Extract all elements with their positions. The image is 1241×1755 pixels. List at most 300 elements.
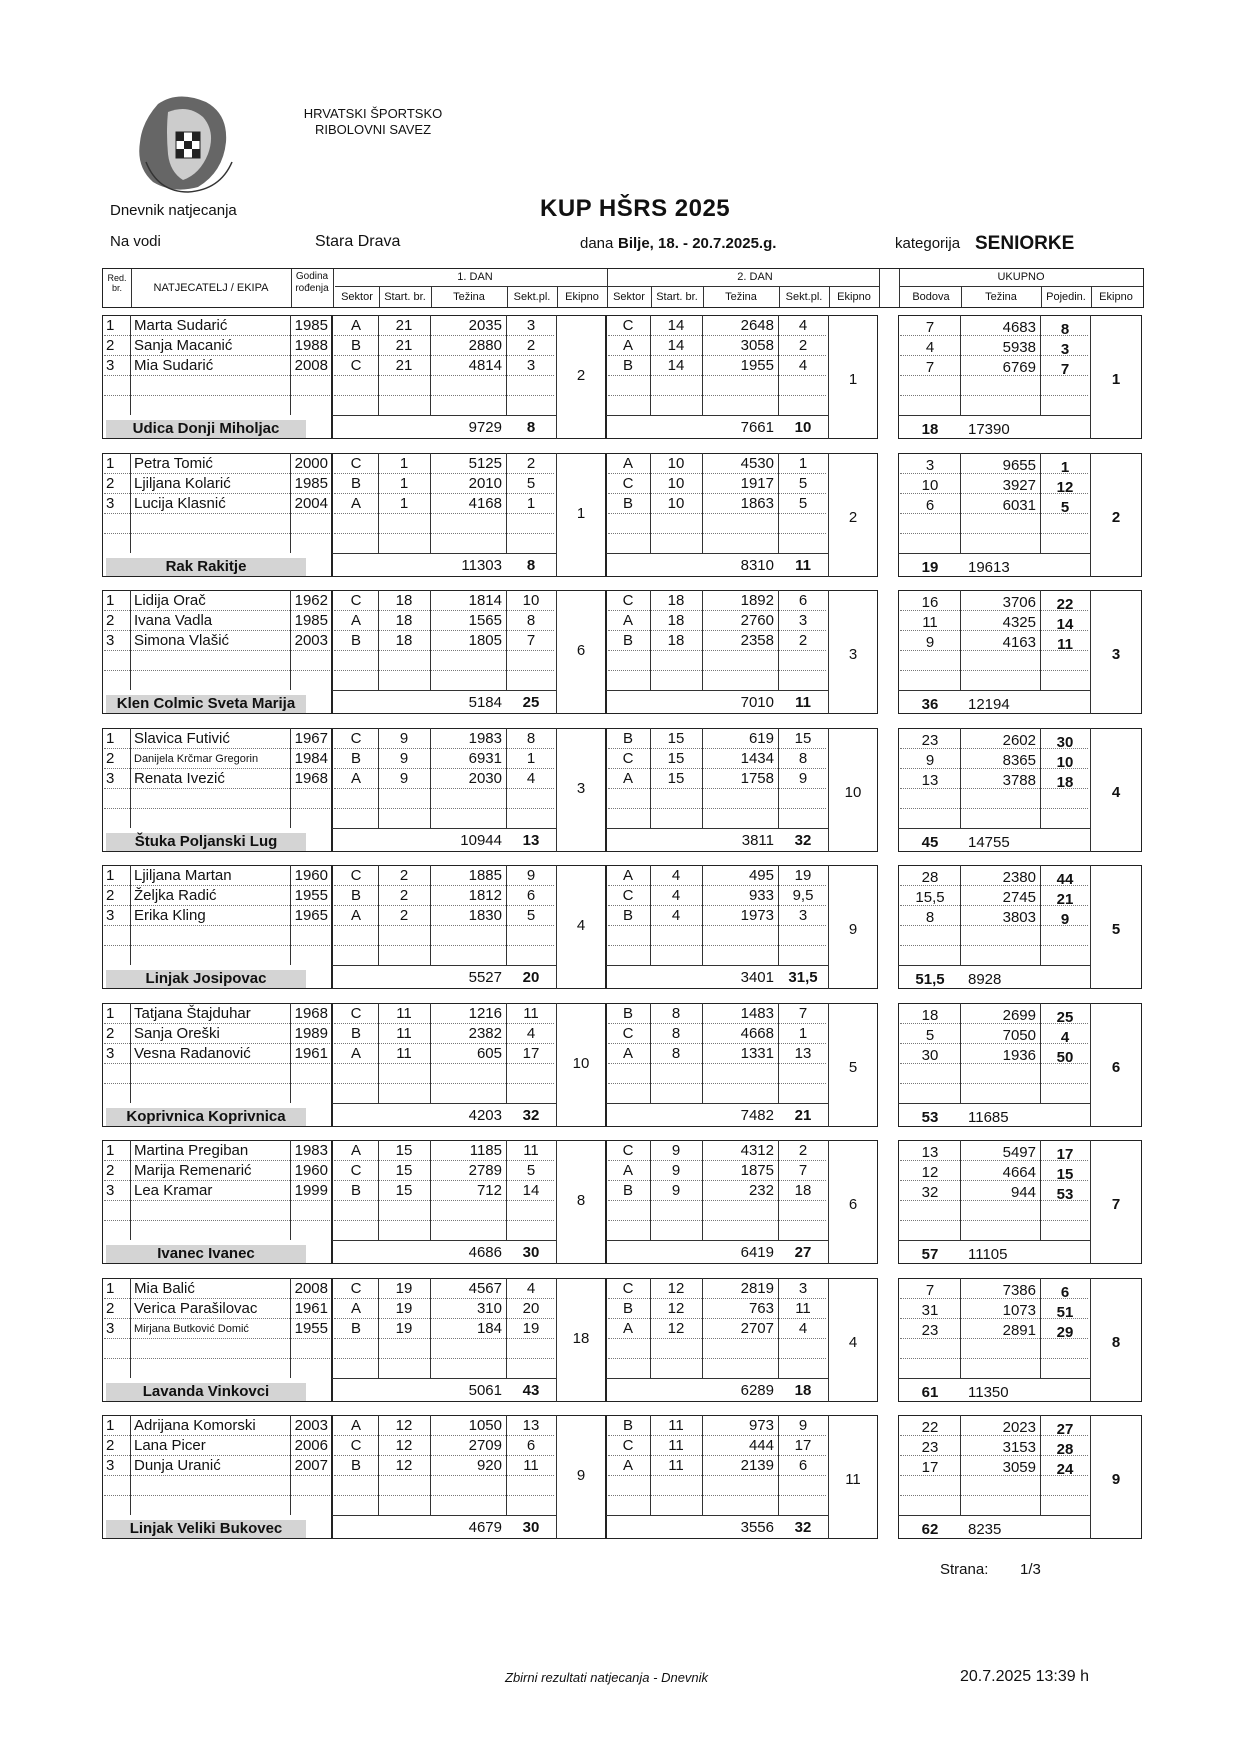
d1-place: 11 [523,1142,539,1159]
d1-sector: A [350,495,361,512]
member-born: 2007 [294,1457,328,1474]
total-points: 11 [922,614,938,631]
sum-points: 62 [921,1521,939,1538]
sum-line [606,1378,828,1379]
d2-start: 18 [667,612,685,629]
d2-weight: 3058 [740,337,774,354]
row-line [104,945,330,946]
individual-place: 5 [1060,499,1070,516]
d1-start: 12 [395,1457,413,1474]
d1-sum-weight: 10944 [460,832,502,849]
d1-place: 3 [526,317,536,334]
d1-sum-weight: 4203 [468,1107,502,1124]
member-name: Tatjana Štajduhar [134,1005,251,1022]
d1-weight: 1830 [468,907,502,924]
row-line [334,808,554,809]
team-name: Lavanda Vinkovci [106,1383,306,1401]
member-born: 1961 [294,1045,328,1062]
sum-points: 57 [921,1246,939,1263]
total-points: 18 [921,1007,939,1024]
d1-sector: C [350,357,362,374]
member-rank: 3 [106,495,115,512]
member-born: 2006 [294,1437,328,1454]
page-number: 1/3 [1020,1561,1041,1578]
d2-team-place: 11 [845,1471,861,1488]
d1-team-place: 3 [576,780,586,797]
row-line [104,1298,330,1299]
d1-place: 8 [526,612,536,629]
d1-weight: 2035 [468,317,502,334]
sum-line [898,1103,1090,1104]
org-line1: HRVATSKI ŠPORTSKO [303,106,443,121]
d2-sector: A [622,1162,633,1179]
row-line [104,788,330,789]
total-weight: 6031 [1002,497,1036,514]
d1-weight: 2880 [468,337,502,354]
row-line [104,650,330,651]
individual-place: 3 [1060,341,1070,358]
team-block [102,865,1142,989]
sum-line [332,415,556,416]
row-line [104,1455,330,1456]
sum-line [332,690,556,691]
row-line [104,768,330,769]
d1-team-place: 8 [576,1192,586,1209]
row-line [104,1043,330,1044]
row-line [334,610,554,611]
d1-start: 11 [396,1045,412,1062]
d2-sector: C [622,592,634,609]
row-line [104,1475,330,1476]
member-rank: 3 [106,1182,115,1199]
total-weight: 8365 [1002,752,1036,769]
total-weight: 6769 [1002,359,1036,376]
final-team-place: 3 [1111,646,1121,663]
member-rank: 1 [106,592,115,609]
sum-line [606,1515,828,1516]
team-block [102,1003,1142,1127]
d1-place: 4 [526,1280,536,1297]
sum-line [898,690,1090,691]
d2-start: 8 [671,1045,681,1062]
d1-sum-place: 32 [522,1107,540,1124]
d2-sector: C [622,317,634,334]
d2-place: 7 [798,1005,808,1022]
d1-place: 1 [526,495,536,512]
d1-place: 17 [522,1045,540,1062]
final-team-place: 8 [1111,1334,1121,1351]
individual-place: 18 [1056,774,1074,791]
member-name: Sanja Macanić [134,337,233,354]
d2-place: 2 [798,337,808,354]
d2-sector: A [622,1045,633,1062]
team-name: Klen Colmic Sveta Marija [106,695,306,713]
d1-sector: A [350,770,361,787]
d1-weight: 2030 [468,770,502,787]
d2-weight: 1892 [740,592,774,609]
d2-start: 9 [671,1142,681,1159]
member-born: 1985 [294,475,328,492]
d2-sum-place: 18 [794,1382,812,1399]
d2-weight: 4312 [740,1142,774,1159]
member-rank: 1 [106,730,115,747]
grid-line [130,315,131,415]
d2-place: 4 [798,317,808,334]
d1-place: 7 [526,632,536,649]
total-weight: 2699 [1002,1007,1036,1024]
d1-place: 2 [526,337,536,354]
col-rank: Red. br. [107,273,127,293]
d1-sum-weight: 4686 [468,1244,502,1261]
d1-sector: C [350,1162,362,1179]
individual-place: 1 [1060,459,1070,476]
d1-sector: C [350,730,362,747]
d2-team-place: 9 [848,921,858,938]
d2-team-place: 4 [848,1334,858,1351]
member-born: 1967 [294,730,328,747]
d2-weight: 763 [748,1300,774,1317]
member-born: 1955 [294,1320,328,1337]
total-points: 7 [925,359,935,376]
team-name: Linjak Josipovac [106,970,306,988]
d1-sum-place: 43 [522,1382,540,1399]
d2-place: 1 [798,1025,808,1042]
d2-place: 9 [798,1417,808,1434]
d2-weight: 2707 [740,1320,774,1337]
sum-line [606,1240,828,1241]
d1-sum-place: 20 [522,969,540,986]
individual-place: 25 [1056,1009,1074,1026]
row-line [334,1043,554,1044]
d2-place: 8 [798,750,808,767]
sum-line [332,1515,556,1516]
col-d1-place: Sekt.pl. [513,291,551,303]
member-born: 1999 [294,1182,328,1199]
member-born: 2008 [294,357,328,374]
water-label: Na vodi [110,233,161,250]
member-born: 1984 [294,750,328,767]
d2-start: 15 [667,750,685,767]
total-points: 13 [921,772,939,789]
row-line [608,355,826,356]
row-line [104,885,330,886]
sum-line [898,1378,1090,1379]
d2-weight: 1483 [740,1005,774,1022]
d1-sum-place: 8 [526,419,536,436]
row-line [608,788,826,789]
d2-weight: 933 [748,887,774,904]
member-rank: 1 [106,317,115,334]
total-points: 22 [921,1419,939,1436]
row-line [608,1063,826,1064]
member-rank: 3 [106,1320,115,1337]
d2-start: 9 [671,1162,681,1179]
row-line [900,808,1088,809]
row-line [608,885,826,886]
d1-sum-place: 25 [522,694,540,711]
row-line [608,808,826,809]
member-name: Željka Radić [134,887,217,904]
member-born: 1962 [294,592,328,609]
team-name: Linjak Veliki Bukovec [106,1520,306,1538]
d2-sum-place: 31,5 [788,969,818,986]
d1-sector: B [350,1182,361,1199]
final-team-place: 4 [1111,784,1121,801]
d1-start: 9 [399,750,409,767]
row-line [334,1220,554,1221]
d2-start: 10 [667,475,685,492]
d2-sector: A [622,455,633,472]
d1-weight: 6931 [468,750,502,767]
row-line [608,610,826,611]
sum-line [606,965,828,966]
row-line [608,768,826,769]
d2-sector: C [622,1142,634,1159]
d1-weight: 2382 [468,1025,502,1042]
row-line [608,1455,826,1456]
d1-sector: A [350,907,361,924]
d1-sector: B [350,475,361,492]
d2-start: 15 [667,770,685,787]
d2-sector: A [622,770,633,787]
member-rank: 3 [106,357,115,374]
total-weight: 5497 [1002,1144,1036,1161]
row-line [608,533,826,534]
d2-sum-place: 11 [795,694,811,711]
row-line [334,1475,554,1476]
member-name: Dunja Uranić [134,1457,221,1474]
d2-start: 9 [671,1182,681,1199]
d2-weight: 2760 [740,612,774,629]
d2-weight: 1863 [740,495,774,512]
row-line [104,1220,330,1221]
member-name: Simona Vlašić [134,632,230,649]
d2-place: 9,5 [792,887,814,904]
d1-place: 6 [526,887,536,904]
d1-place: 14 [522,1182,540,1199]
sum-line [898,415,1090,416]
row-line [608,375,826,376]
total-points: 5 [925,1027,935,1044]
footer-note: Zbirni rezultati natjecanja - Dnevnik [505,1670,709,1685]
row-line [608,1495,826,1496]
member-born: 1960 [294,867,328,884]
row-line [334,395,554,396]
individual-place: 30 [1056,734,1074,751]
team-block [102,728,1142,852]
d1-sum-weight: 4679 [468,1519,502,1536]
total-points: 17 [921,1459,939,1476]
total-weight: 2602 [1002,732,1036,749]
final-team-place: 6 [1111,1059,1121,1076]
member-rank: 3 [106,907,115,924]
individual-place: 24 [1056,1461,1074,1478]
col-d2-start: Start. br. [656,291,698,303]
row-line [104,1160,330,1161]
d1-team-place: 18 [572,1330,590,1347]
row-line [900,533,1088,534]
date-label: dana [580,235,614,252]
d2-sector: A [622,1457,633,1474]
member-name: Ljiljana Kolarić [134,475,231,492]
d1-weight: 2709 [468,1437,502,1454]
doc-label: Dnevnik natjecanja [110,202,237,219]
footer-timestamp: 20.7.2025 13:39 h [960,1668,1090,1685]
individual-place: 6 [1060,1284,1070,1301]
d2-weight: 1758 [740,770,774,787]
d2-place: 3 [798,612,808,629]
row-line [334,335,554,336]
d2-place: 4 [798,1320,808,1337]
d1-weight: 1814 [468,592,502,609]
d2-team-place: 1 [848,371,858,388]
d1-start: 21 [395,337,413,354]
row-line [334,1495,554,1496]
total-weight: 4325 [1002,614,1036,631]
d1-team-place: 9 [576,1467,586,1484]
final-team-place: 9 [1111,1471,1121,1488]
member-born: 1985 [294,612,328,629]
team-name: Koprivnica Koprivnica [106,1108,306,1126]
member-born: 2000 [294,455,328,472]
d2-start: 14 [667,337,685,354]
d2-start: 12 [667,1300,685,1317]
individual-place: 12 [1056,479,1074,496]
col-individual: Pojedin. [1046,291,1086,303]
d1-sector: A [350,1045,361,1062]
row-line [334,1023,554,1024]
col-d2-sector: Sektor [613,291,645,303]
d2-start: 11 [668,1417,684,1434]
d2-sum-weight: 7482 [740,1107,774,1124]
individual-place: 53 [1056,1186,1074,1203]
d2-start: 14 [667,317,685,334]
member-rank: 3 [106,632,115,649]
d1-place: 19 [522,1320,540,1337]
d2-weight: 1434 [740,750,774,767]
d2-weight: 2358 [740,632,774,649]
total-points: 13 [921,1144,939,1161]
member-born: 2003 [294,632,328,649]
total-weight: 3153 [1002,1439,1036,1456]
d2-place: 1 [798,455,808,472]
d1-start: 15 [395,1182,413,1199]
total-points: 23 [921,1322,939,1339]
row-line [608,748,826,749]
d2-start: 18 [667,592,685,609]
d1-weight: 1812 [468,887,502,904]
d2-sum-place: 10 [794,419,812,436]
d1-sum-weight: 5061 [468,1382,502,1399]
row-line [608,335,826,336]
row-line [608,670,826,671]
row-line [608,1475,826,1476]
row-line [104,630,330,631]
sum-line [332,1103,556,1104]
d2-team-place: 5 [848,1059,858,1076]
member-born: 1985 [294,317,328,334]
row-line [900,1495,1088,1496]
d1-weight: 4567 [468,1280,502,1297]
row-line [104,1180,330,1181]
member-rank: 2 [106,887,115,904]
col-final-team: Ekipno [1099,291,1133,303]
row-line [608,1083,826,1084]
sum-weight: 11105 [968,1246,1008,1263]
water-value: Stara Drava [315,233,401,250]
total-points: 3 [925,457,935,474]
sum-line [606,415,828,416]
member-rank: 1 [106,455,115,472]
row-line [334,788,554,789]
row-line [608,1338,826,1339]
member-name: Renata Ivezić [134,770,225,787]
total-points: 10 [921,477,939,494]
d1-start: 21 [395,317,413,334]
d1-sector: B [350,337,361,354]
member-rank: 2 [106,1300,115,1317]
sum-line [606,690,828,691]
row-line [608,905,826,906]
d1-weight: 712 [476,1182,502,1199]
sum-points: 61 [921,1384,939,1401]
total-weight: 2891 [1002,1322,1036,1339]
d2-sector: A [622,1320,633,1337]
d2-weight: 1917 [740,475,774,492]
d1-sector: B [350,632,361,649]
d1-start: 2 [399,887,409,904]
sum-weight: 19613 [968,559,1010,576]
row-line [334,670,554,671]
sum-line [606,1103,828,1104]
d1-sum-weight: 5184 [468,694,502,711]
row-line [608,1200,826,1201]
d2-place: 2 [798,1142,808,1159]
d2-place: 18 [794,1182,812,1199]
d2-start: 12 [667,1280,685,1297]
row-line [104,610,330,611]
d2-place: 6 [798,1457,808,1474]
sum-line [898,828,1090,829]
d2-sum-weight: 3401 [740,969,774,986]
row-line [104,1083,330,1084]
d1-sector: B [350,1025,361,1042]
col-born: Godina rođenja [295,271,329,294]
d1-sum-place: 30 [522,1244,540,1261]
sum-line [332,553,556,554]
sum-weight: 8235 [968,1521,1002,1538]
d2-start: 8 [671,1025,681,1042]
total-points: 15,5 [915,889,945,906]
member-name: Petra Tomić [134,455,213,472]
d2-weight: 4530 [740,455,774,472]
sum-line [898,1515,1090,1516]
d1-start: 2 [399,907,409,924]
member-rank: 1 [106,1005,115,1022]
sum-points: 36 [921,696,939,713]
d1-sector: C [350,1437,362,1454]
d1-sector: A [350,317,361,334]
member-name: Martina Pregiban [134,1142,249,1159]
member-born: 1955 [294,887,328,904]
d2-start: 12 [667,1320,685,1337]
d2-start: 4 [671,867,681,884]
row-line [104,355,330,356]
d1-place: 5 [526,907,536,924]
d1-sector: B [350,1457,361,1474]
row-line [104,493,330,494]
member-name: Marta Sudarić [134,317,228,334]
